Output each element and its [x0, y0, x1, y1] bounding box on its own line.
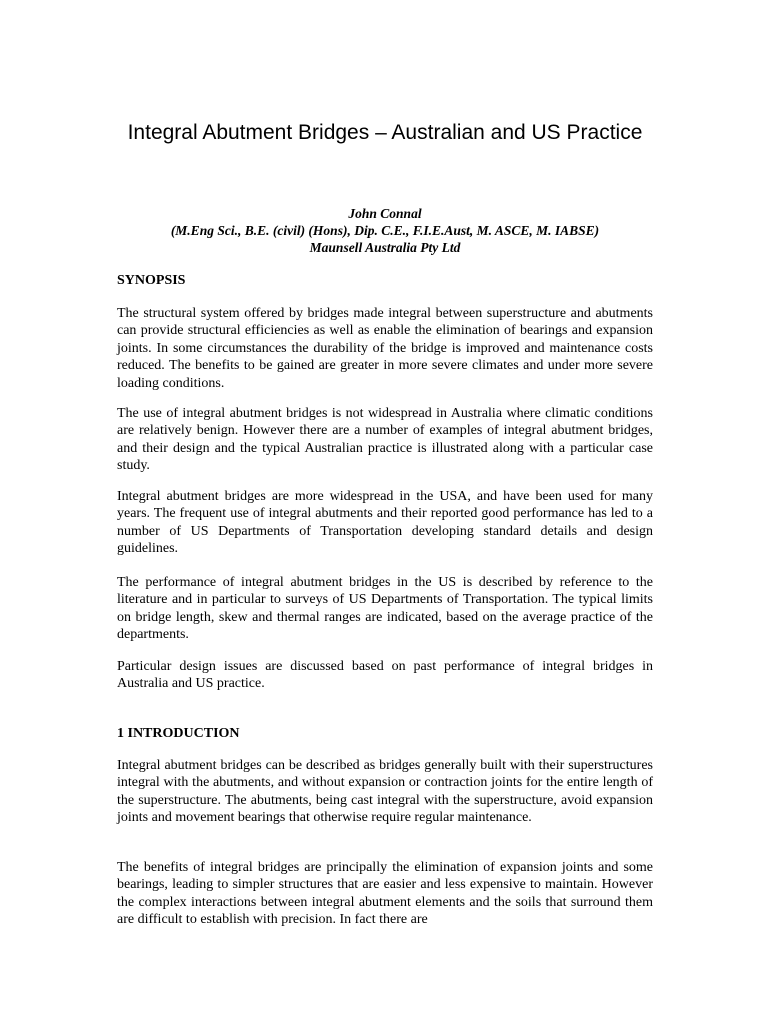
introduction-paragraph: The benefits of integral bridges are principally the elimination of expansion joints and some bearings, leading to simpler structures that are easier and less expensive to maintain. However the complex interactions between integral abutment elements and the soils that surround them are difficult to establish with precision. In fact there are — [117, 860, 653, 928]
author-block — [97, 205, 673, 256]
synopsis-paragraph: The use of integral abutment bridges is not widespread in Australia where climatic conditions are relatively benign. However there are a number of examples of integral abutment bridges, and their design and the typical Australian practice is illustrated along with a particular case study. — [117, 406, 653, 474]
synopsis-paragraph: Particular design issues are discussed based on past performance of integral bridges in Australia and US practice. — [117, 659, 653, 692]
paper-title: Integral Abutment Bridges – Australian and US Practice — [127, 121, 643, 144]
author-name: John Connal — [348, 206, 422, 221]
synopsis-paragraph: Integral abutment bridges are more widespread in the USA, and have been used for many years. The frequent use of integral abutments and their reported good performance has led to a number of US Departments of Transportation developing standard details and design guidelines. — [117, 489, 653, 557]
author-credentials: (M.Eng Sci., B.E. (civil) (Hons), Dip. C.E., F.I.E.Aust, M. ASCE, M. IABSE) — [170, 223, 600, 238]
synopsis-paragraph: The structural system offered by bridges made integral between superstructure and abutments can provide structural efficiencies as well as enable the elimination of bearings and expansion joints. In some circumstances the durability of the bridge is improved and maintenance costs reduced. The benefits to be gained are greater in more severe climates and under more severe loading conditions. — [117, 306, 653, 391]
synopsis-paragraph: The performance of integral abutment bridges in the US is described by reference to the literature and in particular to surveys of US Departments of Transportation. The typical limits on bridge length, skew and thermal ranges are indicated, based on the average practice of the departments. — [117, 575, 653, 643]
synopsis-heading: SYNOPSIS — [117, 273, 186, 288]
introduction-heading: 1 INTRODUCTION — [117, 726, 240, 741]
author-affiliation: Maunsell Australia Pty Ltd — [309, 240, 461, 255]
introduction-paragraph: Integral abutment bridges can be described as bridges generally built with their superstructures integral with the abutments, and without expansion or contraction joints for the entire length of the superstructure. The abutments, being cast integral with the superstructure, avoid expansion joints and movement bearings that otherwise require regular maintenance. — [117, 758, 653, 826]
